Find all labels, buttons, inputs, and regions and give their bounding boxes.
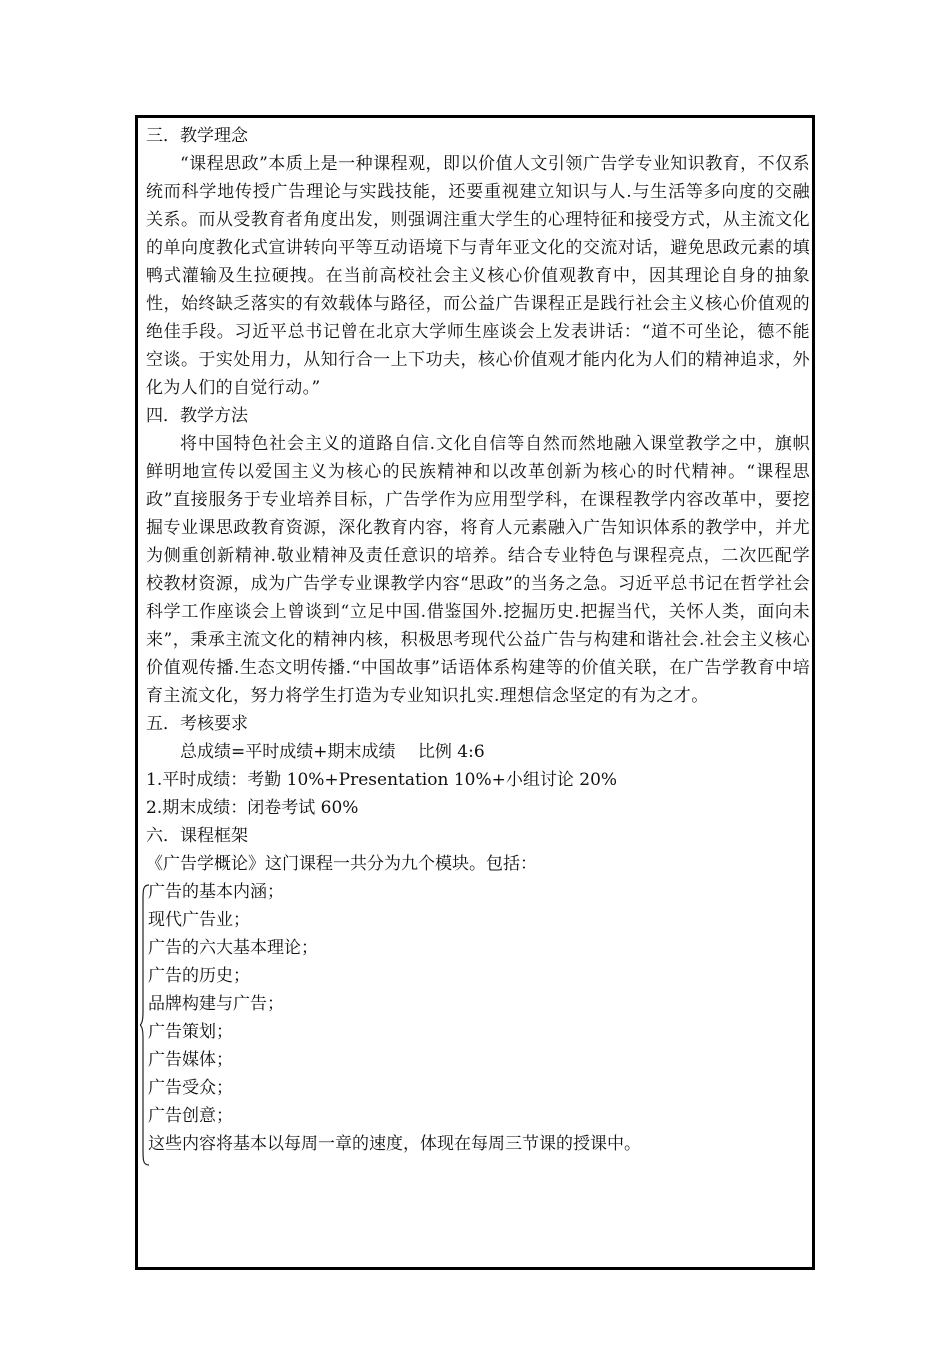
assessment-item-final: 2.期末成绩：闭卷考试 60%: [146, 798, 359, 818]
module-item: 广告媒体；: [148, 1050, 233, 1070]
document-body: [146, 122, 810, 1158]
assessment-total-formula: 总成绩=平时成绩+期末成绩 比例 4:6: [180, 742, 485, 762]
teaching-methods-paragraph: 将中国特色社会主义的道路自信.文化自信等自然而然地融入课堂教学之中，旗帜鲜明地宣传以爱国主义为核心的民族精神和以改革创新为核心的时代精神。“课程思政”直接服务于专业培养目标，广告学作为应用型学科，在课程教学内容改革中，要挖掘专业课思政教育资源，深化教育内容，将育人元素融入广告知识体系的教学中，并尤为侧重创新精神.敬业精神及责任意识的培养。结合专业特色与课程亮点，二次匹配学校教材资源，成为广告学专业课教学内容“思政”的当务之急。习近平总书记在哲学社会科学工作座谈会上曾谈到“立足中国.借鉴国外.挖掘历史.把握当代，关怀人类，面向未来”，秉承主流文化的精神内核，积极思考现代公益广告与构建和谐社会.社会主义核心价值观传播.生态文明传播.“中国故事”话语体系构建等的价值关联，在广告学教育中培育主流文化，努力将学生打造为专业知识扎实.理想信念坚定的有为之才。: [146, 434, 810, 706]
module-item: 现代广告业；: [148, 910, 250, 930]
module-item: 广告的基本内涵；: [148, 882, 284, 902]
left-brace-icon: [140, 884, 150, 1166]
module-item: 广告的六大基本理论；: [148, 938, 318, 958]
module-item: 品牌构建与广告；: [148, 994, 284, 1014]
module-item: 广告的历史；: [148, 966, 250, 986]
section-heading-course-framework: 六．课程框架: [146, 826, 248, 846]
module-item: 广告受众；: [148, 1078, 233, 1098]
assessment-item-regular: 1.平时成绩：考勤 10%+Presentation 10%+小组讨论 20%: [146, 770, 618, 790]
section-heading-teaching-philosophy: 三．教学理念: [146, 126, 248, 146]
section-heading-assessment: 五．考核要求: [146, 714, 248, 734]
module-item: 广告创意；: [148, 1106, 233, 1126]
module-item: 广告策划；: [148, 1022, 233, 1042]
module-closing-note: 这些内容将基本以每周一章的速度，体现在每周三节课的授课中。: [148, 1134, 641, 1154]
teaching-philosophy-paragraph: “课程思政”本质上是一种课程观，即以价值人文引领广告学专业知识教育，不仅系统而科学地传授广告理论与实践技能，还要重视建立知识与人.与生活等多向度的交融关系。而从受教育者角度出发，则强调注重大学生的心理特征和接受方式，从主流文化的单向度教化式宣讲转向平等互动语境下与青年亚文化的交流对话，避免思政元素的填鸭式灌输及生拉硬拽。在当前高校社会主义核心价值观教育中，因其理论自身的抽象性，始终缺乏落实的有效载体与路径，而公益广告课程正是践行社会主义核心价值观的绝佳手段。习近平总书记曾在北京大学师生座谈会上发表讲话：“道不可坐论，德不能空谈。于实处用力，从知行合一上下功夫，核心价值观才能内化为人们的精神追求，外化为人们的自觉行动。”: [146, 154, 810, 398]
course-framework-intro: 《广告学概论》这门课程一共分为九个模块。包括：: [146, 854, 537, 874]
module-list: [146, 878, 810, 1158]
content-frame: [135, 115, 815, 1270]
section-heading-teaching-methods: 四．教学方法: [146, 406, 248, 426]
